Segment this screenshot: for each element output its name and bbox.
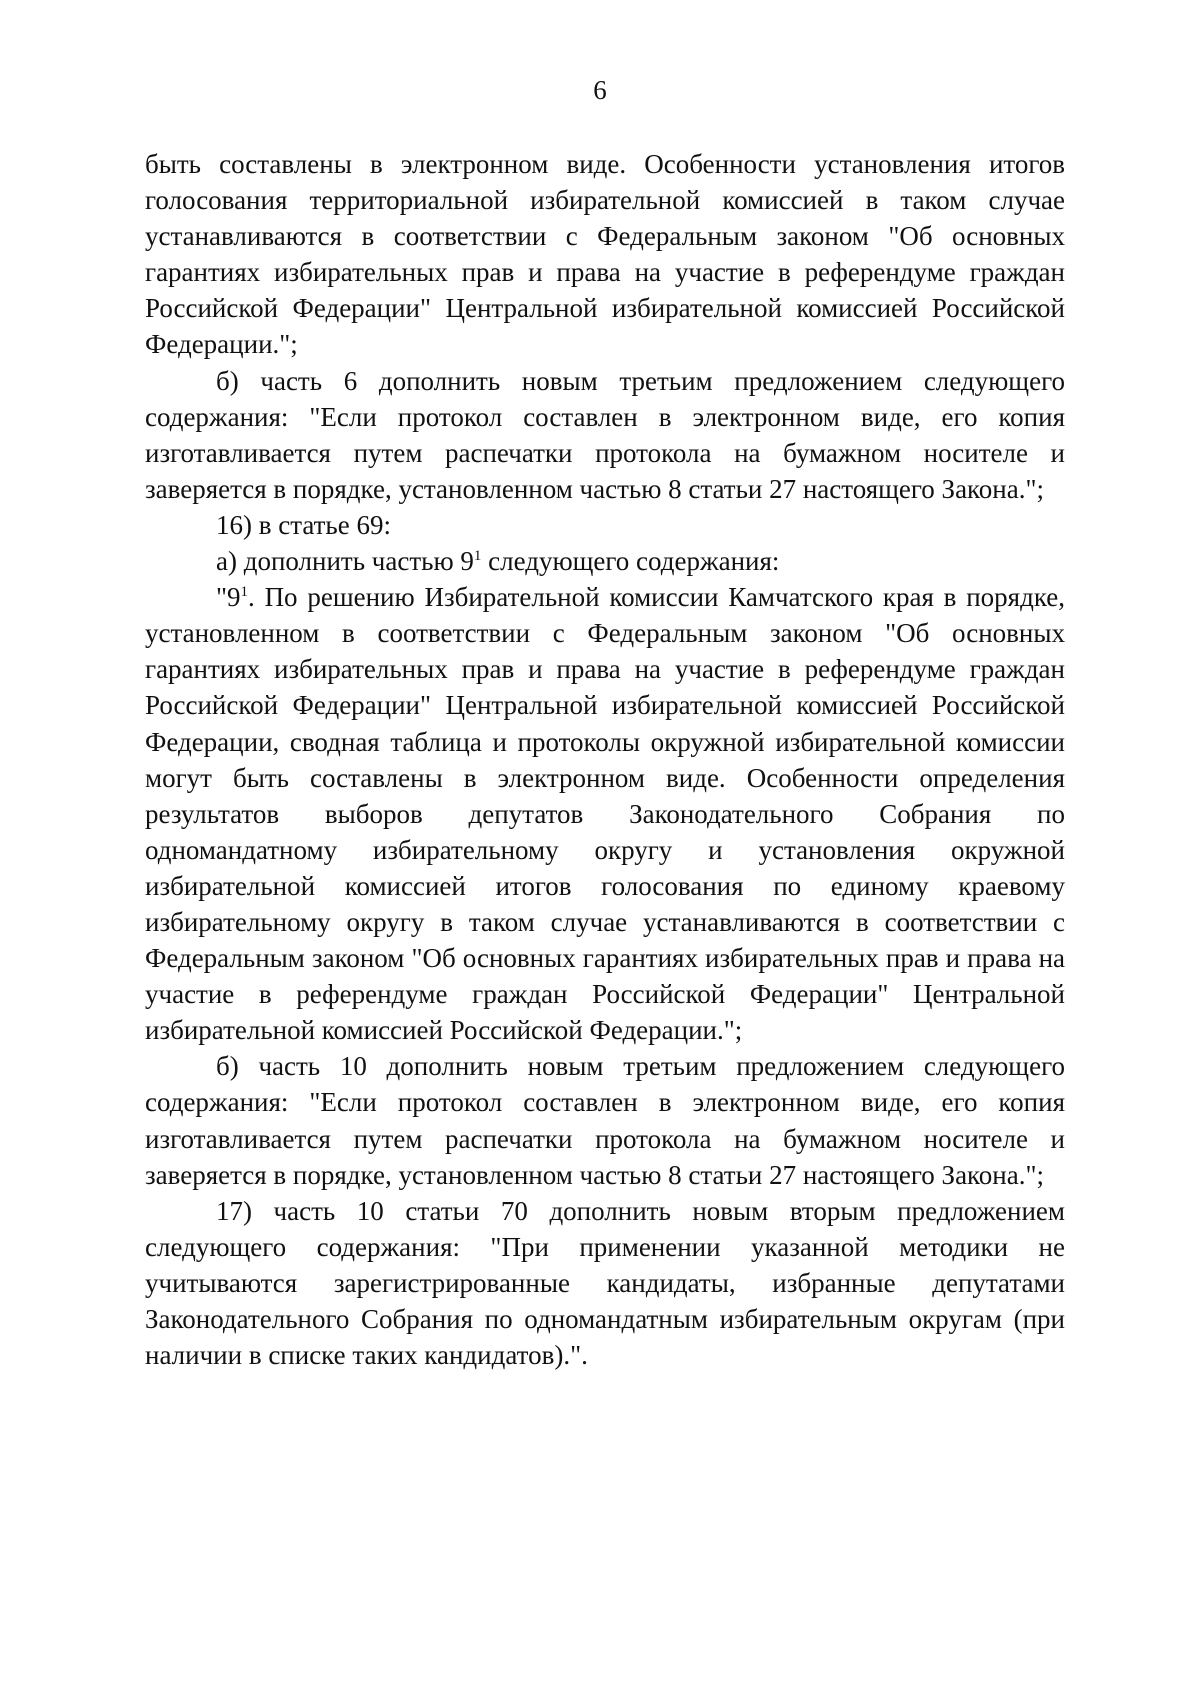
text-run: а) дополнить частью 9 <box>216 546 474 577</box>
text-run: следующего содержания: <box>481 546 780 577</box>
text-run: . По решению Избирательной комиссии Камчатского края в порядке, установленном в соответствии с Федеральным законом "Об основных гарантиях избирательных прав и права на участие в референдуме граждан Российской Федерации" Центральной избирательной комиссией Российской Федерации, сводная таблица и протоколы окружной избирательной комиссии могут быть составлены в электронном виде. Особенности определения результатов выборов депутатов Законодательного Собрания по одномандатному избирательному округу и установления окружной избирательной комиссией итогов голосования по единому краевому избирательному округу в таком случае устанавливаются в соответствии с Федеральным законом "Об основных гарантиях избирательных прав и права на участие в референдуме граждан Российской Федерации" Центральной избирательной комиссией Российской Федерации."; <box>145 582 1065 1046</box>
paragraph-part-9-1-text <box>145 579 1065 1048</box>
paragraph-item-16: 16) в статье 69: <box>216 509 391 540</box>
document-body <box>145 146 1065 1373</box>
superscript: 1 <box>240 584 249 601</box>
paragraph-item-b-part-6: б) часть 6 дополнить новым третьим предложением следующего содержания: "Если протокол составлен в электронном виде, его копия изготавливается путем распечатки протокола на бумажном носителе и заверяется в порядке, установленном частью 8 статьи 27 настоящего Закона."; <box>145 365 1065 504</box>
paragraph-continuation: быть составлены в электронном виде. Особенности установления итогов голосования территориальной избирательной комиссией в таком случае устанавливаются в соответствии с Федеральным законом "Об основных гарантиях избирательных прав и права на участие в референдуме граждан Российской Федерации" Центральной избирательной комиссией Российской Федерации."; <box>145 149 1065 360</box>
paragraph-item-b-part-10: б) часть 10 дополнить новым третьим предложением следующего содержания: "Если протокол составлен в электронном виде, его копия изготавливается путем распечатки протокола на бумажном носителе и заверяется в порядке, установленном частью 8 статьи 27 настоящего Закона."; <box>145 1051 1065 1190</box>
text-run: "9 <box>216 582 241 613</box>
paragraph-item-17: 17) часть 10 статьи 70 дополнить новым вторым предложением следующего содержания: "При применении указанной методики не учитываются зарегистрированные кандидаты, избранные депутатами Законодательного Собрания по одномандатным избирательным округам (при наличии в списке таких кандидатов).". <box>145 1195 1065 1371</box>
page-number: 6 <box>593 75 607 105</box>
superscript: 1 <box>473 548 482 565</box>
paragraph-item-a-part-9-1 <box>145 543 1065 579</box>
